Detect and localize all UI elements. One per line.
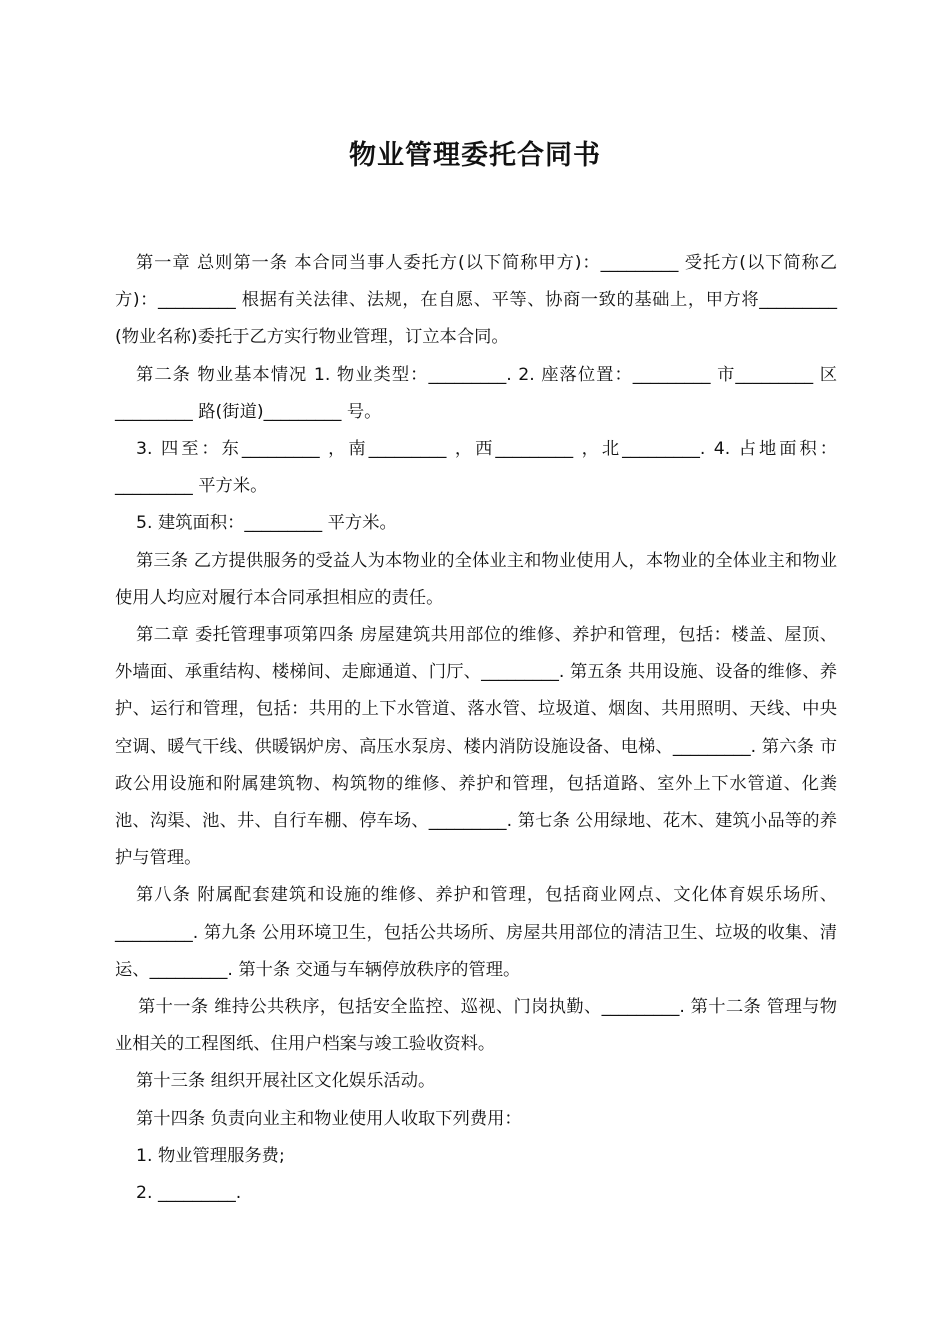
list-item-fee-2: 2. _________. xyxy=(136,1183,242,1204)
document-body xyxy=(115,245,837,1212)
paragraph-boundaries: 3. 四至：东_________ ，南_________ ，西_________ ，北_________. 4. 占地面积：_________ 平方米。 xyxy=(115,439,837,497)
paragraph-building-area: 5. 建筑面积：_________ 平方米。 xyxy=(136,513,397,534)
paragraph-article-2: 第二条 物业基本情况 1. 物业类型：_________. 2. 座落位置：_________ 市_________ 区_________ 路(街道)_________ 号。 xyxy=(115,364,837,422)
paragraph-article-8: 第八条 附属配套建筑和设施的维修、养护和管理，包括商业网点、文化体育娱乐场所、_________. 第九条 公用环境卫生，包括公共场所、房屋共用部位的清洁卫生、垃圾的收集、清运、_________. 第十条 交通与车辆停放秩序的管理。 xyxy=(115,885,837,980)
document-title: 物业管理委托合同书 xyxy=(349,140,601,171)
paragraph-chapter-1: 第一章 总则第一条 本合同当事人委托方(以下简称甲方)：_________ 受托方(以下简称乙方)：_________ 根据有关法律、法规，在自愿、平等、协商一致的基础上，甲方将_________ (物业名称)委托于乙方实行物业管理，订立本合同。 xyxy=(115,253,837,348)
paragraph-chapter-2: 第二章 委托管理事项第四条 房屋建筑共用部位的维修、养护和管理，包括：楼盖、屋顶、外墙面、承重结构、楼梯间、走廊通道、门厅、_________. 第五条 共用设施、设备的维修、养护、运行和管理，包括：共用的上下水管道、落水管、垃圾道、烟囱、共用照明、天线、中央空调、暖气干线、供暖锅炉房、高压水泵房、楼内消防设施设备、电梯、_________. 第六条 市政公用设施和附属建筑物、构筑物的维修、养护和管理，包括道路、室外上下水管道、化粪池、沟渠、池、井、自行车棚、停车场、_________. 第七条 公用绿地、花木、建筑小品等的养护与管理。 xyxy=(115,625,837,869)
paragraph-article-3: 第三条 乙方提供服务的受益人为本物业的全体业主和物业使用人，本物业的全体业主和物业使用人均应对履行本合同承担相应的责任。 xyxy=(115,550,837,608)
list-item-fee-1: 1. 物业管理服务费; xyxy=(136,1145,285,1166)
paragraph-article-11: 第十一条 维持公共秩序，包括安全监控、巡视、门岗执勤、_________. 第十二条 管理与物业相关的工程图纸、住用户档案与竣工验收资料。 xyxy=(115,997,837,1055)
paragraph-article-13: 第十三条 组织开展社区文化娱乐活动。 xyxy=(136,1071,436,1092)
paragraph-article-14: 第十四条 负责向业主和物业使用人收取下列费用： xyxy=(136,1108,522,1129)
